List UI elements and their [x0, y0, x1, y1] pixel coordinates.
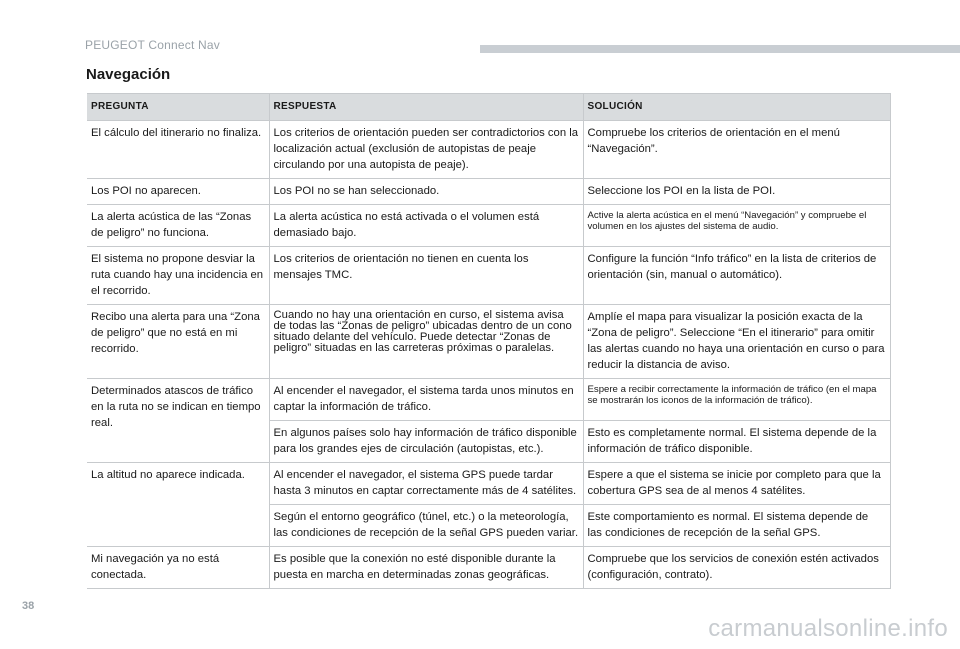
page-number: 38 — [22, 600, 35, 612]
question-cell: Determinados atascos de tráfico en la ruta no se indican en tiempo real. — [87, 379, 269, 463]
question-cell: La altitud no aparece indicada. — [87, 463, 269, 547]
solution-cell: Este comportamiento es normal. El sistema depende de las condiciones de recepción de la señal GPS. — [583, 505, 890, 547]
answer-cell: Es posible que la conexión no esté disponible durante la puesta en marcha en determinadas zonas geográficas. — [269, 547, 583, 589]
solution-cell: Seleccione los POI en la lista de POI. — [583, 179, 890, 205]
question-cell: El sistema no propone desviar la ruta cuando hay una incidencia en el recorrido. — [87, 247, 269, 305]
answer-cell: La alerta acústica no está activada o el volumen está demasiado bajo. — [269, 205, 583, 247]
answer-cell: Cuando no hay una orientación en curso, el sistema avisa de todas las “Zonas de peligro” ubicadas dentro de un cono situado delante del vehículo. Puede detectar “Zonas de peligro” situadas en las carreteras próximas o paralelas. — [269, 305, 583, 379]
solution-cell: Esto es completamente normal. El sistema depende de la información de tráfico disponible. — [583, 421, 890, 463]
faq-table — [87, 93, 891, 589]
column-header-question: PREGUNTA — [87, 94, 269, 121]
solution-cell: Espere a que el sistema se inicie por completo para que la cobertura GPS sea de al menos 4 satélites. — [583, 463, 890, 505]
page-title: Navegación — [86, 66, 171, 83]
question-cell: La alerta acústica de las “Zonas de peligro” no funciona. — [87, 205, 269, 247]
table-row — [87, 547, 890, 589]
table-row — [87, 463, 890, 505]
header-brand: PEUGEOT Connect Nav — [85, 38, 220, 52]
answer-cell: En algunos países solo hay información de tráfico disponible para los grandes ejes de circulación (autopistas, etc.). — [269, 421, 583, 463]
solution-cell: Compruebe que los servicios de conexión estén activados (configuración, contrato). — [583, 547, 890, 589]
question-cell: Recibo una alerta para una “Zona de peligro” que no está en mi recorrido. — [87, 305, 269, 379]
solution-cell: Active la alerta acústica en el menú “Navegación” y compruebe el volumen en los ajustes del sistema de audio. — [583, 205, 890, 247]
column-header-answer: RESPUESTA — [269, 94, 583, 121]
column-header-solution: SOLUCIÓN — [583, 94, 890, 121]
table-row — [87, 205, 890, 247]
table-row — [87, 121, 890, 179]
answer-cell: Al encender el navegador, el sistema GPS puede tardar hasta 3 minutos en captar correctamente más de 4 satélites. — [269, 463, 583, 505]
table-row — [87, 247, 890, 305]
solution-cell: Amplíe el mapa para visualizar la posición exacta de la “Zona de peligro”. Seleccione “En el itinerario” para omitir las alertas cuando no haya una orientación en curso o para reducir la distancia de aviso. — [583, 305, 890, 379]
answer-cell: Los criterios de orientación pueden ser contradictorios con la localización actual (exclusión de autopistas de peaje circulando por una autopista de peaje). — [269, 121, 583, 179]
watermark: carmanualsonline.info — [708, 615, 948, 642]
answer-cell: Al encender el navegador, el sistema tarda unos minutos en captar la información de tráfico. — [269, 379, 583, 421]
answer-cell: Los criterios de orientación no tienen en cuenta los mensajes TMC. — [269, 247, 583, 305]
answer-cell: Los POI no se han seleccionado. — [269, 179, 583, 205]
question-cell: Los POI no aparecen. — [87, 179, 269, 205]
header-bar — [480, 45, 960, 53]
table-header-row — [87, 94, 890, 121]
solution-cell: Espere a recibir correctamente la información de tráfico (en el mapa se mostrarán los iconos de la información de tráfico). — [583, 379, 890, 421]
table-row — [87, 379, 890, 421]
solution-cell: Configure la función “Info tráfico” en la lista de criterios de orientación (sin, manual o automático). — [583, 247, 890, 305]
table-row — [87, 179, 890, 205]
question-cell: Mi navegación ya no está conectada. — [87, 547, 269, 589]
question-cell: El cálculo del itinerario no finaliza. — [87, 121, 269, 179]
answer-cell: Según el entorno geográfico (túnel, etc.) o la meteorología, las condiciones de recepción de la señal GPS pueden variar. — [269, 505, 583, 547]
solution-cell: Compruebe los criterios de orientación en el menú “Navegación”. — [583, 121, 890, 179]
table-row — [87, 305, 890, 379]
